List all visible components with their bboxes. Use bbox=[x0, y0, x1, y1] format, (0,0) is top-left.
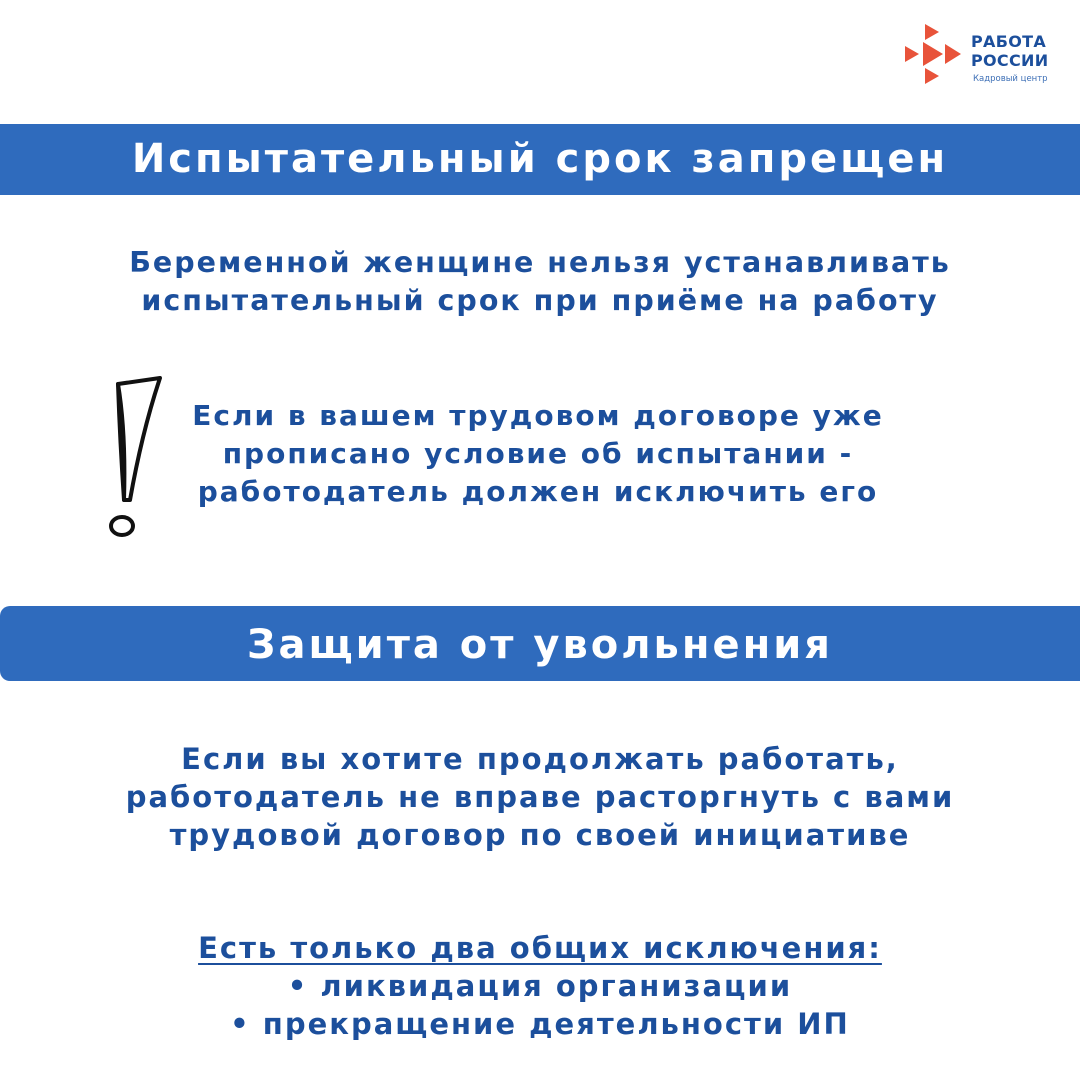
section-heading-dismissal: Защита от увольнения bbox=[0, 606, 1080, 681]
brand-logo bbox=[903, 22, 1063, 88]
exceptions-title: Есть только два общих исключения: bbox=[198, 931, 882, 965]
exceptions-block bbox=[0, 929, 1080, 1043]
exception-item-ip-termination: • прекращение деятельности ИП bbox=[230, 1007, 850, 1041]
logo-title bbox=[971, 32, 1048, 70]
dismissal-paragraph-line-1: Если вы хотите продолжать работать, bbox=[181, 742, 899, 776]
rabota-rossii-arrows-icon bbox=[903, 22, 967, 86]
dismissal-paragraph-line-3: трудовой договор по своей инициативе bbox=[169, 818, 911, 852]
logo-title-line-2: РОССИИ bbox=[971, 51, 1049, 70]
probation-note-line-3: работодатель должен исключить его bbox=[197, 475, 879, 508]
dismissal-paragraph bbox=[0, 740, 1080, 854]
section-heading-probation: Испытательный срок запрещен bbox=[0, 124, 1080, 195]
exception-item-liquidation: • ликвидация организации bbox=[287, 969, 793, 1003]
logo-subtitle: Кадровый центр bbox=[973, 74, 1048, 84]
probation-note-line-2: прописано условие об испытании - bbox=[222, 437, 854, 470]
logo-title-line-1: РАБОТА bbox=[971, 32, 1047, 51]
probation-note bbox=[138, 397, 938, 511]
probation-paragraph bbox=[0, 244, 1080, 320]
probation-paragraph-line-2: испытательный срок при приёме на работу bbox=[141, 284, 939, 317]
probation-note-line-1: Если в вашем трудовом договоре уже bbox=[192, 399, 884, 432]
dismissal-paragraph-line-2: работодатель не вправе расторгнуть с вами bbox=[125, 780, 955, 814]
probation-paragraph-line-1: Беременной женщине нельзя устанавливать bbox=[129, 246, 951, 279]
